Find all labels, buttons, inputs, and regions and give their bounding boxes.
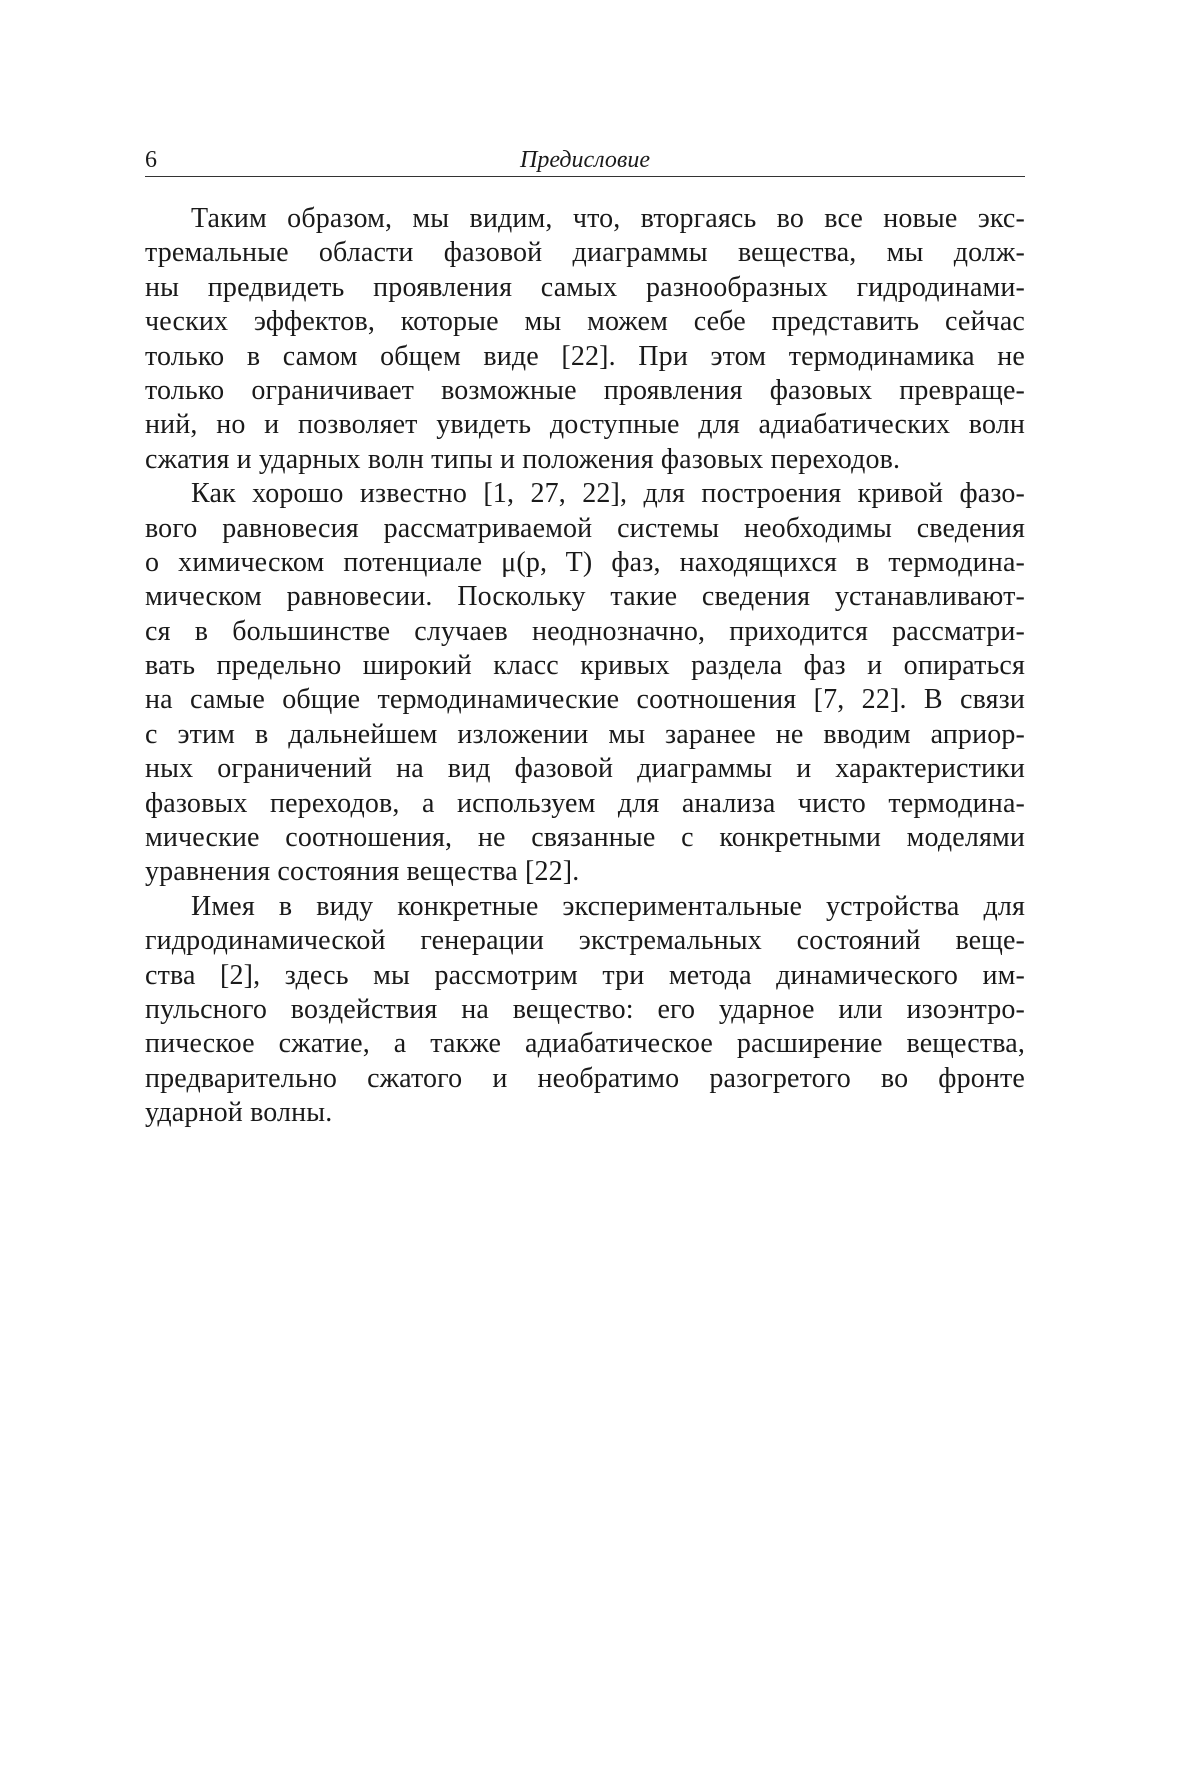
- text-line: мические соотношения, не связанные с конкретными моделями: [145, 822, 1025, 854]
- running-head: [145, 146, 1025, 177]
- text-line: гидродинамической генерации экстремальных состояний веще-: [145, 925, 1025, 957]
- text-line: только в самом общем виде [22]. При этом термодинамика не: [145, 340, 1025, 372]
- text-line: Таким образом, мы видим, что, вторгаясь во все новые экс-: [191, 203, 1025, 234]
- text-line: ческих эффектов, которые мы можем себе представить сейчас: [145, 306, 1025, 338]
- text-line: вать предельно широкий класс кривых раздела фаз и опираться: [145, 650, 1025, 682]
- text-line: сжатия и ударных волн типы и положения фазовых переходов.: [145, 443, 901, 475]
- text-line: ных ограничений на вид фазовой диаграммы и характеристики: [145, 753, 1025, 785]
- text-line: предварительно сжатого и необратимо разогретого во фронте: [145, 1062, 1025, 1094]
- page-number: 6: [145, 147, 157, 173]
- running-title: Предисловие: [519, 147, 650, 173]
- body-text: [145, 202, 1025, 1131]
- text-line: тремальные области фазовой диаграммы вещества, мы долж-: [145, 237, 1025, 269]
- text-line: ний, но и позволяет увидеть доступные для адиабатических волн: [145, 409, 1025, 441]
- text-line: фазовых переходов, а используем для анализа чисто термодина-: [145, 787, 1025, 819]
- paragraph-1: [145, 202, 1025, 477]
- paragraph-3: [145, 890, 1025, 1131]
- text-line: ны предвидеть проявления самых разнообразных гидродинами-: [145, 271, 1025, 303]
- text-line: ства [2], здесь мы рассмотрим три метода динамического им-: [145, 959, 1025, 991]
- text-line: Как хорошо известно [1, 27, 22], для построения кривой фазо-: [191, 478, 1025, 510]
- text-line: на самые общие термодинамические соотношения [7, 22]. В связи: [145, 684, 1025, 716]
- text-line: o химическом потенциале μ(p, T) фаз, находящихся в термодина-: [145, 546, 1025, 578]
- text-line: только ограничивает возможные проявления фазовых превраще-: [145, 374, 1025, 406]
- text-line: уравнения состояния вещества [22].: [145, 856, 580, 888]
- text-line: мическом равновесии. Поскольку такие сведения устанавливают-: [145, 581, 1025, 613]
- text-line: пическое сжатие, а также адиабатическое расширение вещества,: [145, 1028, 1025, 1060]
- text-line: ся в большинстве случаев неоднозначно, приходится рассматри-: [145, 615, 1025, 647]
- text-line: пульсного воздействия на вещество: его ударное или изоэнтро-: [145, 993, 1025, 1025]
- text-line: ударной волны.: [145, 1097, 333, 1129]
- text-line: с этим в дальнейшем изложении мы заранее не вводим априор-: [145, 718, 1025, 750]
- text-line: вого равновесия рассматриваемой системы необходимы сведения: [145, 512, 1025, 544]
- text-line: Имея в виду конкретные экспериментальные устройства для: [191, 890, 1025, 922]
- paragraph-2: [145, 477, 1025, 890]
